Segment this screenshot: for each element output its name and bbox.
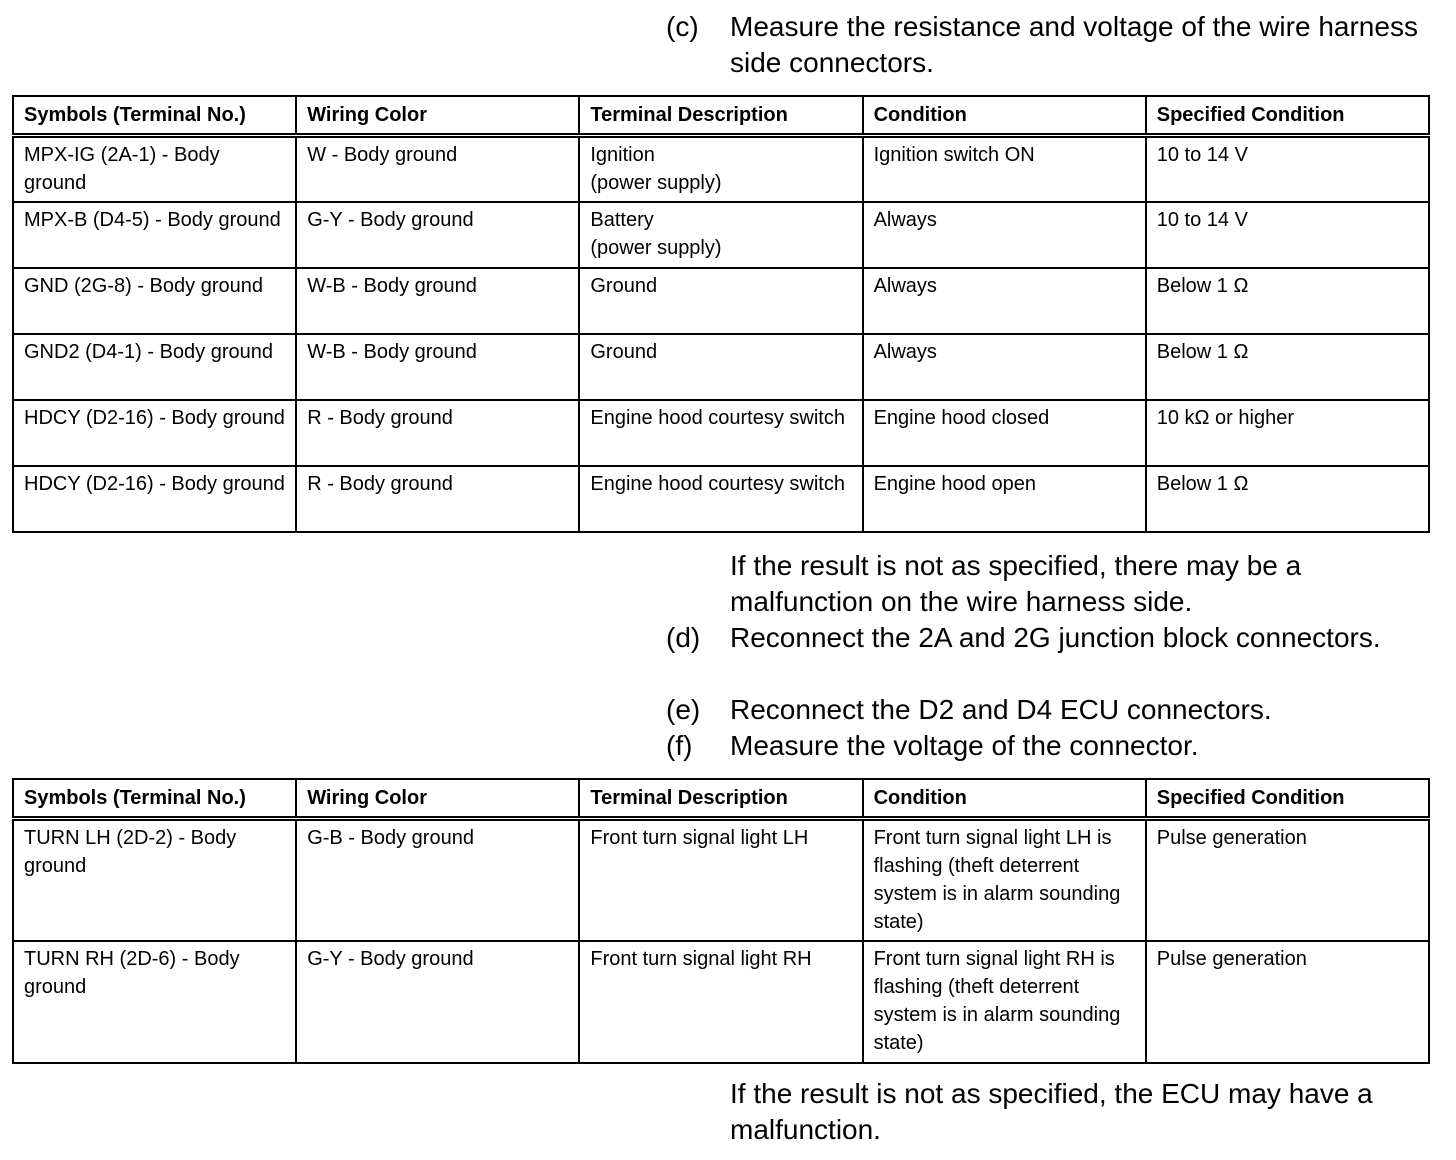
cell-symbol: TURN RH (2D-6) - Body ground xyxy=(13,941,296,1063)
cell-wiring-color: G-B - Body ground xyxy=(296,819,579,941)
header-specified-condition: Specified Condition xyxy=(1146,96,1429,136)
step-e-letter: (e) xyxy=(666,694,701,725)
cell-specified: Pulse generation xyxy=(1146,941,1429,1063)
cell-specified: Below 1 Ω xyxy=(1146,268,1429,334)
step-c-letter: (c) xyxy=(666,11,699,42)
table-row xyxy=(13,819,1429,941)
terminal-spec-table-1 xyxy=(12,95,1430,533)
cell-description: Front turn signal light LH xyxy=(579,819,862,941)
cell-wiring-color: W - Body ground xyxy=(296,136,579,202)
table-row xyxy=(13,268,1429,334)
cell-symbol: HDCY (D2-16) - Body ground xyxy=(13,466,296,532)
cell-wiring-color: R - Body ground xyxy=(296,466,579,532)
step-e xyxy=(666,692,1436,728)
step-d-letter: (d) xyxy=(666,622,701,653)
cell-description: Front turn signal light RH xyxy=(579,941,862,1063)
cell-wiring-color: W-B - Body ground xyxy=(296,268,579,334)
cell-specified: Pulse generation xyxy=(1146,819,1429,941)
cell-symbol: MPX-B (D4-5) - Body ground xyxy=(13,202,296,268)
step-c-text: Measure the resistance and voltage of the wire harness side connectors. xyxy=(730,11,1418,78)
header-specified-condition: Specified Condition xyxy=(1146,779,1429,819)
step-c xyxy=(666,9,1436,81)
cell-specified: 10 to 14 V xyxy=(1146,136,1429,202)
cell-condition: Always xyxy=(863,334,1146,400)
header-terminal-description: Terminal Description xyxy=(579,779,862,819)
cell-description: Ground xyxy=(579,268,862,334)
table-row xyxy=(13,466,1429,532)
cell-wiring-color: G-Y - Body ground xyxy=(296,202,579,268)
header-symbols: Symbols (Terminal No.) xyxy=(13,96,296,136)
cell-description: Ground xyxy=(579,334,862,400)
cell-symbol: GND (2G-8) - Body ground xyxy=(13,268,296,334)
cell-specified: 10 kΩ or higher xyxy=(1146,400,1429,466)
cell-specified: Below 1 Ω xyxy=(1146,466,1429,532)
cell-condition: Engine hood closed xyxy=(863,400,1146,466)
table-header-row xyxy=(13,96,1429,136)
header-terminal-description: Terminal Description xyxy=(579,96,862,136)
cell-specified: Below 1 Ω xyxy=(1146,334,1429,400)
step-f xyxy=(666,728,1436,764)
cell-symbol: MPX-IG (2A-1) - Body ground xyxy=(13,136,296,202)
cell-description: Battery (power supply) xyxy=(579,202,862,268)
cell-condition: Ignition switch ON xyxy=(863,136,1146,202)
cell-wiring-color: W-B - Body ground xyxy=(296,334,579,400)
cell-condition: Always xyxy=(863,268,1146,334)
cell-condition: Engine hood open xyxy=(863,466,1146,532)
header-wiring-color: Wiring Color xyxy=(296,96,579,136)
cell-specified: 10 to 14 V xyxy=(1146,202,1429,268)
cell-symbol: TURN LH (2D-2) - Body ground xyxy=(13,819,296,941)
cell-wiring-color: G-Y - Body ground xyxy=(296,941,579,1063)
cell-symbol: HDCY (D2-16) - Body ground xyxy=(13,400,296,466)
cell-description: Engine hood courtesy switch xyxy=(579,466,862,532)
cell-symbol: GND2 (D4-1) - Body ground xyxy=(13,334,296,400)
table-row xyxy=(13,334,1429,400)
step-f-text: Measure the voltage of the connector. xyxy=(730,730,1199,761)
table-row xyxy=(13,941,1429,1063)
note-wire-harness: If the result is not as specified, there may be a malfunction on the wire harness side. xyxy=(730,550,1302,617)
cell-wiring-color: R - Body ground xyxy=(296,400,579,466)
table-row xyxy=(13,136,1429,202)
step-d xyxy=(666,620,1436,656)
cell-description: Ignition (power supply) xyxy=(579,136,862,202)
header-symbols: Symbols (Terminal No.) xyxy=(13,779,296,819)
header-wiring-color: Wiring Color xyxy=(296,779,579,819)
header-condition: Condition xyxy=(863,779,1146,819)
note-ecu: If the result is not as specified, the ECU may have a malfunction. xyxy=(730,1078,1373,1145)
step-f-letter: (f) xyxy=(666,730,693,761)
cell-condition: Front turn signal light RH is flashing (theft deterrent system is in alarm sounding state) xyxy=(863,941,1146,1063)
header-condition: Condition xyxy=(863,96,1146,136)
cell-condition: Front turn signal light LH is flashing (theft deterrent system is in alarm sounding state) xyxy=(863,819,1146,941)
cell-description: Engine hood courtesy switch xyxy=(579,400,862,466)
step-e-text: Reconnect the D2 and D4 ECU connectors. xyxy=(730,694,1272,725)
table-row xyxy=(13,400,1429,466)
table-row xyxy=(13,202,1429,268)
step-d-text: Reconnect the 2A and 2G junction block connectors. xyxy=(730,622,1381,653)
terminal-spec-table-2 xyxy=(12,778,1430,1064)
table-header-row xyxy=(13,779,1429,819)
cell-condition: Always xyxy=(863,202,1146,268)
